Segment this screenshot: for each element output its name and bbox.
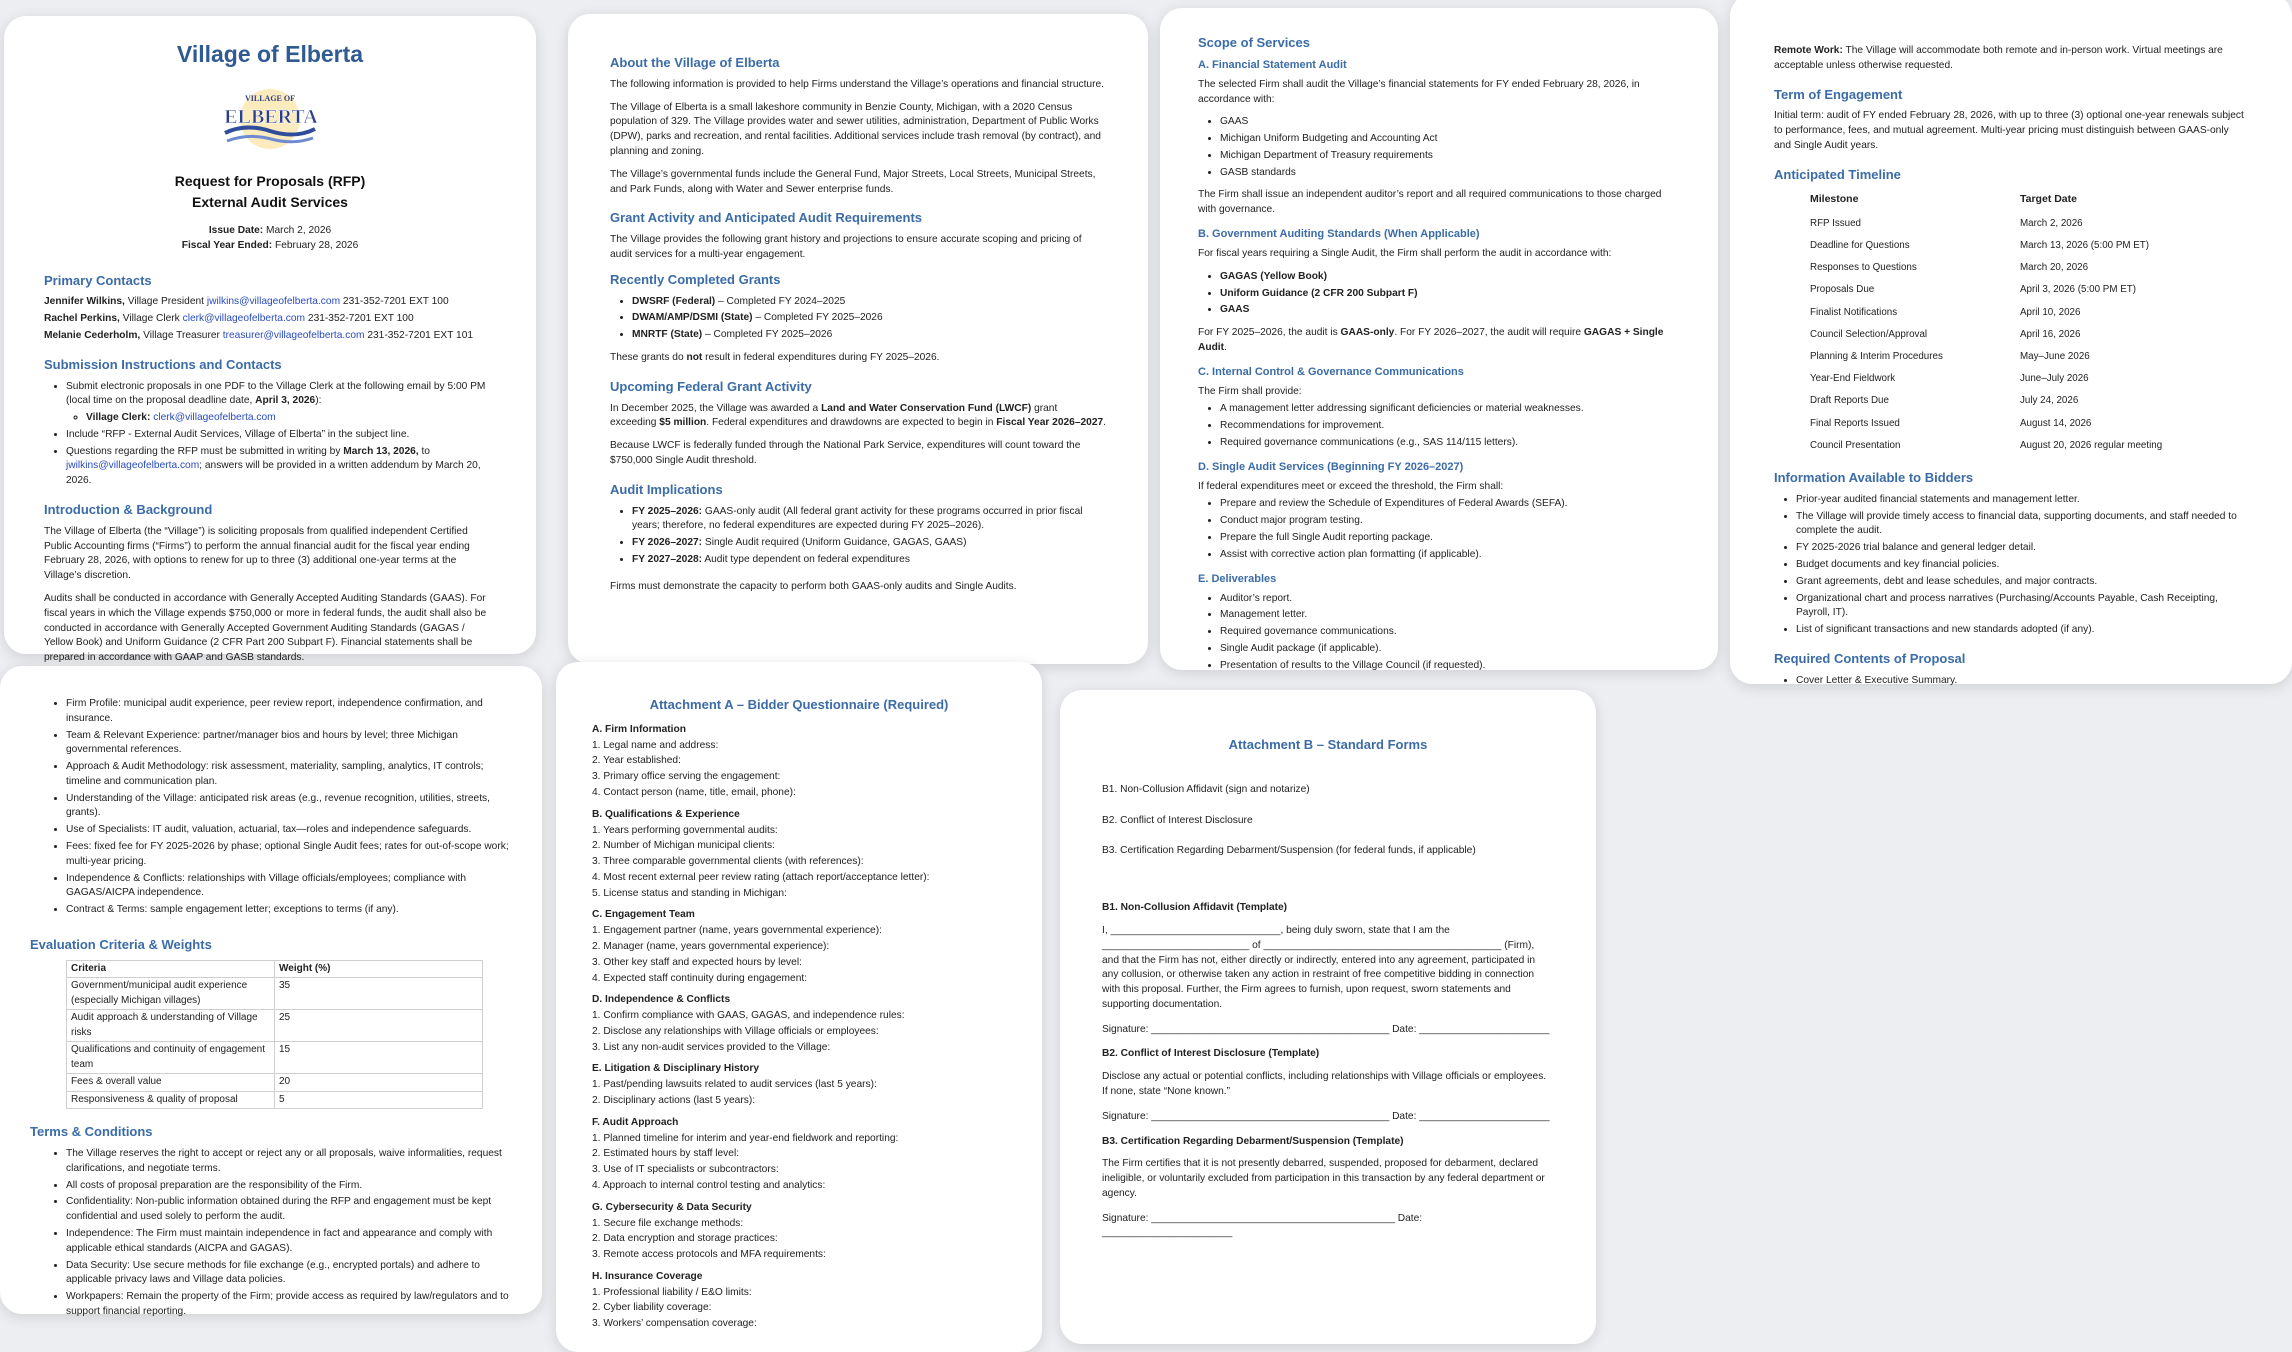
scope-c-item: • Required governance communications (e.g., SAS 114/115 letters). bbox=[1220, 436, 1680, 451]
contact-row bbox=[44, 295, 496, 310]
eval-row bbox=[67, 978, 483, 1010]
eval-criteria: Government/municipal audit experience (especially Michigan villages) bbox=[67, 978, 275, 1010]
recent-grants-heading: Recently Completed Grants bbox=[610, 271, 781, 287]
deliverable-item: • Management letter. bbox=[1220, 608, 1680, 623]
timeline-col-date: Target Date bbox=[2020, 192, 2077, 205]
terms-item: • All costs of proposal preparation are the responsibility of the Firm. bbox=[66, 1179, 512, 1194]
contact-name: Rachel Perkins, bbox=[44, 313, 120, 325]
implication-item bbox=[632, 536, 1106, 551]
submission-item: • Submit electronic proposals in one PDF to the Village Clerk at the following email by 5:00 PM (local time on the proposal deadline date, April 3, 2026): ◦ Village Clerk: clerk@villageofelberta.com bbox=[66, 380, 496, 426]
eval-heading: Evaluation Criteria & Weights bbox=[30, 936, 212, 952]
questionnaire-item: 4. Most recent external peer review rating (attach report/acceptance letter): bbox=[592, 871, 930, 883]
contents-heading: Required Contents of Proposal bbox=[1774, 650, 1966, 666]
intro-paragraph: The Village of Elberta (the “Village”) is soliciting proposals from qualified independent Certified Public Accounting firms (“Firms”) to perform the annual financial audit for the fiscal year ending February 28, 2026, with options to renew for up to three (3) additional one-year terms at the Village’s discretion. bbox=[44, 525, 470, 582]
timeline-milestone: Council Selection/Approval bbox=[1810, 328, 1928, 340]
questionnaire-item: 4. Approach to internal control testing and analytics: bbox=[592, 1179, 826, 1191]
contact-email-link[interactable]: treasurer@villageofelberta.com bbox=[222, 329, 365, 341]
eval-row bbox=[67, 1074, 483, 1092]
grants-list bbox=[632, 295, 1106, 343]
questionnaire-item: 1. Professional liability / E&O limits: bbox=[592, 1286, 752, 1298]
forms-list bbox=[1102, 783, 1554, 859]
questionnaire-section-title: A. Firm Information bbox=[592, 723, 686, 735]
scope-heading: Scope of Services bbox=[1198, 35, 1310, 50]
submission-heading: Submission Instructions and Contacts bbox=[44, 356, 282, 372]
contact-email-link[interactable]: clerk@villageofelberta.com bbox=[182, 313, 306, 325]
grants-note: These grants do not result in federal expenditures during FY 2025–2026. bbox=[610, 351, 940, 363]
info-item: • The Village will provide timely access to financial data, supporting documents, and staff needed to complete the audit. bbox=[1796, 510, 2248, 540]
info-item: • Grant agreements, debt and lease schedules, and major contracts. bbox=[1796, 575, 2248, 590]
questionnaire-item: 4. Contact person (name, title, email, phone): bbox=[592, 786, 796, 798]
scope-a-list bbox=[1220, 115, 1680, 180]
info-heading: Information Available to Bidders bbox=[1774, 470, 1974, 486]
timeline-date: May–June 2026 bbox=[2020, 351, 2090, 363]
implication-year: FY 2027–2028: bbox=[632, 553, 703, 565]
implication-text: Audit type dependent on federal expenditures bbox=[702, 553, 910, 565]
implications-heading: Audit Implications bbox=[610, 481, 723, 497]
contacts-list bbox=[44, 295, 496, 343]
eval-row bbox=[67, 1010, 483, 1042]
attachment-a-heading: Attachment A – Bidder Questionnaire (Required) bbox=[649, 697, 949, 712]
eval-weight: 35 bbox=[275, 978, 483, 1010]
upcoming-heading: Upcoming Federal Grant Activity bbox=[610, 378, 812, 394]
about-paragraph: The Village’s governmental funds include the General Fund, Major Streets, Local Streets, Municipal Streets, and Park Funds, along with Water and Sewer enterprise funds. bbox=[610, 168, 1096, 195]
issue-date: Issue Date: March 2, 2026 bbox=[208, 224, 332, 236]
submission-item: • Questions regarding the RFP must be submitted in writing by March 13, 2026, to jwilkins@villageofelberta.com; answers will be provided in a written addendum by March 20, 2026. bbox=[66, 445, 496, 489]
scope-c-list bbox=[1220, 402, 1680, 450]
timeline-date: April 10, 2026 bbox=[2020, 306, 2081, 318]
terms-item: • Workpapers: Remain the property of the Firm; provide access as required by law/regulators and to support financial reporting. bbox=[66, 1290, 512, 1320]
questionnaire-section-title: H. Insurance Coverage bbox=[592, 1270, 703, 1282]
info-item: • Budget documents and key financial policies. bbox=[1796, 558, 2248, 573]
scope-c-item: • Recommendations for improvement. bbox=[1220, 419, 1680, 434]
clerk-contact: ◦ Village Clerk: clerk@villageofelberta.com bbox=[86, 411, 496, 426]
grant-name: DWAM/AMP/DSMI (State) bbox=[632, 312, 753, 324]
contents-item: • Team & Relevant Experience: partner/manager bios and hours by level; three Michigan governmental references. bbox=[66, 729, 512, 759]
timeline-row bbox=[1790, 435, 2264, 457]
timeline-row bbox=[1790, 302, 2264, 324]
page-4 bbox=[1730, 0, 2292, 684]
timeline-row bbox=[1790, 235, 2264, 257]
questionnaire-item: 3. Workers’ compensation coverage: bbox=[592, 1318, 757, 1330]
timeline-row bbox=[1790, 324, 2264, 346]
eval-criteria: Audit approach & understanding of Village risks bbox=[67, 1010, 275, 1042]
timeline-date: April 16, 2026 bbox=[2020, 328, 2081, 340]
questionnaire-item: 2. Data encryption and storage practices: bbox=[592, 1233, 778, 1245]
timeline-row bbox=[1790, 368, 2264, 390]
eval-weight: 20 bbox=[275, 1074, 483, 1092]
grant-name: MNRTF (State) bbox=[632, 329, 703, 341]
eval-weight: 25 bbox=[275, 1010, 483, 1042]
contact-phone: 231-352-7201 EXT 100 bbox=[342, 296, 449, 308]
questionnaire-section-title: C. Engagement Team bbox=[592, 909, 695, 921]
timeline-row bbox=[1790, 390, 2264, 412]
b3-text: The Firm certifies that it is not presently debarred, suspended, proposed for debarment, declared ineligible, or voluntarily excluded from participation in this transaction by any federal department or agency. bbox=[1102, 1158, 1545, 1199]
timeline-row bbox=[1790, 413, 2264, 435]
timeline-milestone: Year-End Fieldwork bbox=[1810, 373, 1896, 385]
about-heading: About the Village of Elberta bbox=[610, 55, 780, 70]
b1-text: I, ______________________________, being duly sworn, state that I am the __________________________ of __________________________________________ (Firm), and that the Firm has not, either directly or indirectly, entered into any agreement, participated in any collusion, or otherwise taken any action in restraint of free competitive bidding in connection with this proposal. Further, the Firm agrees to furnish, upon request, sworn statements and supporting documentation. bbox=[1102, 924, 1536, 1010]
implication-item bbox=[632, 553, 1106, 568]
questionnaire-item: 1. Legal name and address: bbox=[592, 739, 719, 751]
page-5 bbox=[0, 666, 542, 1317]
timeline-row bbox=[1790, 257, 2264, 279]
about-paragraph: The following information is provided to help Firms understand the Village’s operations and financial structure. bbox=[610, 78, 1104, 90]
timeline-table bbox=[1790, 190, 2264, 457]
timeline-date: August 14, 2026 bbox=[2020, 417, 2092, 429]
scope-d-item: • Assist with corrective action plan formatting (if applicable). bbox=[1220, 548, 1680, 563]
contact-row bbox=[44, 329, 496, 344]
scope-a-paragraph: The Firm shall issue an independent auditor’s report and all required communications to those charged with governance. bbox=[1198, 189, 1662, 216]
eval-weight: 15 bbox=[275, 1042, 483, 1074]
b2-heading: B2. Conflict of Interest Disclosure (Template) bbox=[1102, 1048, 1320, 1060]
contents-item: • Approach & Audit Methodology: risk assessment, materiality, sampling, analytics, IT controls; timeline and communication plan. bbox=[66, 760, 512, 790]
scope-e-heading: E. Deliverables bbox=[1198, 572, 1277, 585]
scope-a-heading: A. Financial Statement Audit bbox=[1198, 58, 1347, 71]
questionnaire-item: 3. Three comparable governmental clients (with references): bbox=[592, 856, 864, 868]
scope-b-note: For FY 2025–2026, the audit is GAAS-only. For FY 2026–2027, the audit will require GAGAS + Single Audit. bbox=[1198, 327, 1664, 353]
logo-text-main: ELBERTA bbox=[224, 106, 318, 129]
contact-phone: 231-352-7201 EXT 100 bbox=[307, 313, 414, 325]
contact-phone: 231-352-7201 EXT 101 bbox=[367, 329, 474, 341]
scope-b-paragraph: For fiscal years requiring a Single Audit, the Firm shall perform the audit in accordance with: bbox=[1198, 247, 1612, 259]
questionnaire-item: 3. Primary office serving the engagement: bbox=[592, 771, 781, 783]
questionnaire-item: 2. Estimated hours by staff level: bbox=[592, 1148, 740, 1160]
grant-item bbox=[632, 295, 1106, 310]
rfp-title-line1: Request for Proposals (RFP) bbox=[174, 173, 366, 190]
village-logo bbox=[44, 83, 496, 155]
scope-a-item: • Michigan Uniform Budgeting and Accounting Act bbox=[1220, 132, 1680, 147]
contents-item: • Use of Specialists: IT audit, valuation, actuarial, tax—roles and independence safeguards. bbox=[66, 823, 512, 838]
info-list bbox=[1796, 493, 2248, 638]
questionnaire-item: 2. Year established: bbox=[592, 755, 681, 767]
scope-d-heading: D. Single Audit Services (Beginning FY 2026–2027) bbox=[1198, 460, 1464, 473]
questionnaire-item: 2. Disclose any relationships with Village officials or employees: bbox=[592, 1025, 879, 1037]
terms-item: • Confidentiality: Non-public information obtained during the RFP and engagement must be kept confidential and used solely to perform the audit. bbox=[66, 1195, 512, 1225]
questionnaire-item: 3. Other key staff and expected hours by level: bbox=[592, 956, 802, 968]
b2-text: Disclose any actual or potential conflicts, including relationships with Village officials or employees. If none, state “None known.” bbox=[1102, 1071, 1547, 1097]
scope-b-item: • GAAS bbox=[1220, 303, 1680, 318]
b1-signature-line: Signature: __________________________________________ Date: _______________________ bbox=[1102, 1023, 1550, 1035]
form-list-item: B3. Certification Regarding Debarment/Suspension (for federal funds, if applicable) bbox=[1102, 845, 1476, 857]
term-paragraph: Initial term: audit of FY ended February 28, 2026, with up to three (3) optional one-year renewals subject to performance, fees, and mutual agreement. Multi-year pricing must distinguish between GAAS-only and Single Audit years. bbox=[1774, 110, 2244, 151]
questionnaire-item: 5. License status and standing in Michigan: bbox=[592, 887, 787, 899]
terms-item: • The Village reserves the right to accept or reject any or all proposals, waive informalities, request clarifications, and negotiate terms. bbox=[66, 1147, 512, 1177]
timeline-date: July 24, 2026 bbox=[2020, 395, 2079, 407]
questionnaire-item: 1. Past/pending lawsuits related to audit services (last 5 years): bbox=[592, 1079, 877, 1091]
logo-text-top: VILLAGE OF bbox=[244, 94, 296, 104]
contents-item: • Independence & Conflicts: relationships with Village officials/employees; compliance with GAGAS/AICPA independence. bbox=[66, 872, 512, 902]
contents-list-continued bbox=[66, 697, 512, 918]
timeline-milestone: Deadline for Questions bbox=[1810, 240, 1910, 252]
upcoming-paragraph: Because LWCF is federally funded through the National Park Service, expenditures will count toward the $750,000 Single Audit threshold. bbox=[610, 440, 1081, 466]
page-7 bbox=[1060, 690, 1596, 1344]
clerk-email-link[interactable]: clerk@villageofelberta.com bbox=[153, 412, 276, 424]
grant-status: – Completed FY 2024–2025 bbox=[715, 295, 846, 307]
scope-d-paragraph: If federal expenditures meet or exceed the threshold, the Firm shall: bbox=[1198, 480, 1504, 492]
eval-criteria: Qualifications and continuity of engagement team bbox=[67, 1042, 275, 1074]
scope-e-list bbox=[1220, 592, 1680, 674]
submission-list bbox=[66, 380, 496, 489]
scope-d-list bbox=[1220, 497, 1680, 562]
implication-item bbox=[632, 505, 1106, 535]
contact-name: Jennifer Wilkins, bbox=[44, 296, 125, 308]
grant-item bbox=[632, 311, 1106, 326]
contact-role: Village Treasurer bbox=[143, 329, 220, 341]
eval-col-criteria: Criteria bbox=[67, 960, 275, 978]
contact-name: Melanie Cederholm, bbox=[44, 329, 141, 341]
timeline-col-milestone: Milestone bbox=[1810, 192, 1859, 205]
questionnaire-item: 4. Expected staff continuity during engagement: bbox=[592, 972, 808, 984]
eval-criteria: Fees & overall value bbox=[67, 1074, 275, 1092]
timeline-milestone: Planning & Interim Procedures bbox=[1810, 351, 1943, 363]
timeline-date: March 13, 2026 (5:00 PM ET) bbox=[2020, 240, 2150, 252]
implication-text: GAAS-only audit (All federal grant activity for these programs occurred in prior fiscal years; therefore, no federal expenditures are expected during FY 2025–2026). bbox=[632, 505, 1083, 532]
questionnaire-item: 2. Manager (name, years governmental experience): bbox=[592, 941, 830, 952]
deliverable-item: • Presentation of results to the Village Council (if requested). bbox=[1220, 659, 1680, 674]
eval-table bbox=[66, 960, 483, 1110]
intro-paragraph: Audits shall be conducted in accordance with Generally Accepted Auditing Standards (GAAS). For fiscal years in which the Village expends $750,000 or more in federal funds, the audit shall also be conducted in accordance with Generally Accepted Government Auditing Standards (GAGAS / Yellow Book) and Uniform Guidance (2 CFR Part 200 Subpart F). Financial statements shall be prepared in accordance with GAAP and GASB standards. bbox=[44, 592, 487, 664]
contact-email-link[interactable]: jwilkins@villageofelberta.com bbox=[206, 296, 341, 308]
info-item: • Organizational chart and process narratives (Purchasing/Accounts Payable, Cash Receipting, Payroll, IT). bbox=[1796, 592, 2248, 622]
term-heading: Term of Engagement bbox=[1774, 86, 1903, 102]
eval-row bbox=[67, 1091, 483, 1109]
eval-col-weight: Weight (%) bbox=[275, 960, 483, 978]
page-3 bbox=[1160, 8, 1718, 670]
eval-row bbox=[67, 1042, 483, 1074]
contacts-heading: Primary Contacts bbox=[44, 272, 152, 288]
questionnaire-item: 3. Use of IT specialists or subcontractors: bbox=[592, 1164, 779, 1176]
scope-a-item: • GAAS bbox=[1220, 115, 1680, 130]
timeline-milestone: Proposals Due bbox=[1810, 284, 1875, 296]
timeline-heading: Anticipated Timeline bbox=[1774, 166, 1901, 182]
questionnaire-item: 1. Engagement partner (name, years governmental experience): bbox=[592, 925, 882, 937]
implication-year: FY 2026–2027: bbox=[632, 537, 703, 549]
scope-c-paragraph: The Firm shall provide: bbox=[1198, 385, 1302, 397]
scope-a-item: • GASB standards bbox=[1220, 166, 1680, 181]
info-item: • Prior-year audited financial statements and management letter. bbox=[1796, 493, 2248, 508]
scope-d-item: • Prepare and review the Schedule of Expenditures of Federal Awards (SEFA). bbox=[1220, 497, 1680, 512]
intro-heading: Introduction & Background bbox=[44, 502, 213, 517]
questionnaire-item: 2. Number of Michigan municipal clients: bbox=[592, 840, 775, 852]
grant-status: – Completed FY 2025–2026 bbox=[752, 312, 883, 324]
timeline-milestone: Responses to Questions bbox=[1810, 262, 1917, 274]
timeline-date: August 20, 2026 regular meeting bbox=[2020, 439, 2163, 451]
timeline-date: March 20, 2026 bbox=[2020, 262, 2089, 274]
grant-status: – Completed FY 2025–2026 bbox=[702, 329, 833, 341]
page-6 bbox=[556, 662, 1042, 1352]
terms-item: • Independence: The Firm must maintain independence in fact and appearance and comply with applicable ethical standards (AICPA and GAGAS). bbox=[66, 1227, 512, 1257]
b1-heading: B1. Non-Collusion Affidavit (Template) bbox=[1102, 902, 1288, 914]
upcoming-paragraph: In December 2025, the Village was awarded a Land and Water Conservation Fund (LWCF) grant exceeding $5 million. Federal expenditures and drawdowns are expected to begin in Fiscal Year 2026–2027. bbox=[610, 402, 1107, 429]
rfp-title-line2: External Audit Services bbox=[192, 193, 348, 210]
implications-list bbox=[632, 505, 1106, 568]
document-title: Village of Elberta bbox=[176, 41, 364, 67]
timeline-milestone: Final Reports Issued bbox=[1810, 417, 1900, 429]
timeline-row bbox=[1790, 346, 2264, 368]
grant-paragraph: The Village provides the following grant history and projections to ensure accurate scoping and pricing of audit services for a multi-year engagement. bbox=[610, 234, 1082, 260]
b2-signature-line: Signature: __________________________________________ Date: _______________________ bbox=[1102, 1110, 1550, 1122]
form-list-item: B1. Non-Collusion Affidavit (sign and notarize) bbox=[1102, 783, 1310, 795]
scope-b-heading: B. Government Auditing Standards (When Applicable) bbox=[1198, 228, 1480, 241]
questionnaire-section-title: G. Cybersecurity & Data Security bbox=[592, 1201, 752, 1213]
implication-text: Single Audit required (Uniform Guidance, GAGAS, GAAS) bbox=[702, 537, 967, 549]
eval-criteria: Responsiveness & quality of proposal bbox=[67, 1091, 275, 1109]
info-item: • FY 2025-2026 trial balance and general ledger detail. bbox=[1796, 541, 2248, 556]
terms-heading: Terms & Conditions bbox=[30, 1124, 153, 1140]
terms-item: • Data Security: Use secure methods for file exchange (e.g., encrypted portals) and adhere to applicable privacy laws and Village data policies. bbox=[66, 1259, 512, 1289]
contents-list bbox=[1796, 674, 2248, 689]
timeline-date: April 3, 2026 (5:00 PM ET) bbox=[2020, 284, 2136, 296]
questionnaire-item: 1. Planned timeline for interim and year-end fieldwork and reporting: bbox=[592, 1132, 899, 1144]
questionnaire-item: 1. Secure file exchange methods: bbox=[592, 1217, 744, 1229]
grant-name: DWSRF (Federal) bbox=[632, 295, 716, 307]
questionnaire-item: 2. Cyber liability coverage: bbox=[592, 1302, 712, 1314]
eval-weight: 5 bbox=[275, 1091, 483, 1109]
questionnaire bbox=[592, 723, 1006, 1332]
contents-item: • Contract & Terms: sample engagement letter; exceptions to terms (if any). bbox=[66, 903, 512, 918]
submission-item: • Include “RFP - External Audit Services, Village of Elberta” in the subject line. bbox=[66, 428, 496, 443]
contact-role: Village Clerk bbox=[122, 313, 180, 325]
scope-b-item: • GAGAS (Yellow Book) bbox=[1220, 270, 1680, 285]
scope-a-item: • Michigan Department of Treasury requirements bbox=[1220, 149, 1680, 164]
about-paragraph: The Village of Elberta is a small lakeshore community in Benzie County, Michigan, with a 2020 Census population of 329. The Village provides water and sewer utilities, administration, Department of Public Works (DPW), parks and recreation, and rental facilities. Additional services include trash removal (by contract), and planning and zoning. bbox=[610, 101, 1101, 157]
contents-item: • Cover Letter & Executive Summary. bbox=[1796, 674, 2248, 689]
timeline-date: June–July 2026 bbox=[2020, 373, 2089, 385]
deliverable-item: • Required governance communications. bbox=[1220, 625, 1680, 640]
contents-item: • Understanding of the Village: anticipated risk areas (e.g., revenue recognition, utilities, streets, grants). bbox=[66, 792, 512, 822]
implications-note: Firms must demonstrate the capacity to perform both GAAS-only audits and Single Audits. bbox=[610, 580, 1017, 592]
timeline-milestone: Draft Reports Due bbox=[1810, 395, 1889, 407]
timeline-milestone: Finalist Notifications bbox=[1810, 306, 1898, 318]
timeline-row bbox=[1790, 279, 2264, 301]
scope-d-item: • Prepare the full Single Audit reporting package. bbox=[1220, 531, 1680, 546]
attachment-b-heading: Attachment B – Standard Forms bbox=[1228, 737, 1428, 752]
fiscal-year: Fiscal Year Ended: February 28, 2026 bbox=[181, 239, 359, 251]
b3-signature-line: Signature: ___________________________________________ Date: _______________________ bbox=[1102, 1212, 1423, 1239]
contact-row bbox=[44, 312, 496, 327]
scope-b-list bbox=[1220, 270, 1680, 318]
timeline-milestone: Council Presentation bbox=[1810, 439, 1901, 451]
scope-b-item: • Uniform Guidance (2 CFR 200 Subpart F) bbox=[1220, 287, 1680, 302]
questionnaire-section-title: F. Audit Approach bbox=[592, 1116, 679, 1128]
contents-item: • Fees: fixed fee for FY 2025-2026 by phase; optional Single Audit fees; rates for out-of-scope work; multi-year pricing. bbox=[66, 840, 512, 870]
grant-heading: Grant Activity and Anticipated Audit Requirements bbox=[610, 210, 923, 226]
info-item: • List of significant transactions and new standards adopted (if any). bbox=[1796, 623, 2248, 638]
questionnaire-item: 1. Confirm compliance with GAAS, GAGAS, and independence rules: bbox=[592, 1010, 905, 1022]
scope-c-heading: C. Internal Control & Governance Communications bbox=[1198, 365, 1464, 378]
questions-email-link[interactable]: jwilkins@villageofelberta.com bbox=[66, 460, 200, 472]
contact-role: Village President bbox=[127, 296, 204, 308]
grant-item bbox=[632, 328, 1106, 343]
questionnaire-section-title: B. Qualifications & Experience bbox=[592, 808, 740, 820]
remote-work-note: Remote Work: The Village will accommodate both remote and in-person work. Virtual meetings are acceptable unless otherwise requested. bbox=[1774, 45, 2223, 71]
b3-heading: B3. Certification Regarding Debarment/Suspension (Template) bbox=[1102, 1135, 1404, 1147]
questionnaire-section-title: E. Litigation & Disciplinary History bbox=[592, 1063, 759, 1075]
village-logo-icon bbox=[215, 83, 325, 155]
timeline-date: March 2, 2026 bbox=[2020, 217, 2083, 229]
page-2 bbox=[568, 14, 1148, 664]
questionnaire-item: 3. List any non-audit services provided to the Village: bbox=[592, 1041, 831, 1053]
questionnaire-item: 1. Years performing governmental audits: bbox=[592, 824, 778, 836]
scope-c-item: • A management letter addressing significant deficiencies or material weaknesses. bbox=[1220, 402, 1680, 417]
timeline-milestone: RFP Issued bbox=[1810, 217, 1862, 229]
implication-year: FY 2025–2026: bbox=[632, 505, 703, 517]
scope-d-item: • Conduct major program testing. bbox=[1220, 514, 1680, 529]
contents-item: • Firm Profile: municipal audit experience, peer review report, independence confirmation, and insurance. bbox=[66, 697, 512, 727]
questionnaire-item: 2. Disciplinary actions (last 5 years): bbox=[592, 1095, 756, 1107]
questionnaire-item: 3. Remote access protocols and MFA requirements: bbox=[592, 1249, 826, 1261]
timeline-row bbox=[1790, 213, 2264, 235]
page-1 bbox=[4, 16, 536, 664]
terms-list bbox=[66, 1147, 512, 1320]
questionnaire-section-title: D. Independence & Conflicts bbox=[592, 994, 731, 1006]
deliverable-item: • Auditor’s report. bbox=[1220, 592, 1680, 607]
form-list-item: B2. Conflict of Interest Disclosure bbox=[1102, 814, 1253, 826]
scope-a-paragraph: The selected Firm shall audit the Village’s financial statements for FY ended February 28, 2026, in accordance with: bbox=[1198, 78, 1640, 105]
deliverable-item: • Single Audit package (if applicable). bbox=[1220, 642, 1680, 657]
